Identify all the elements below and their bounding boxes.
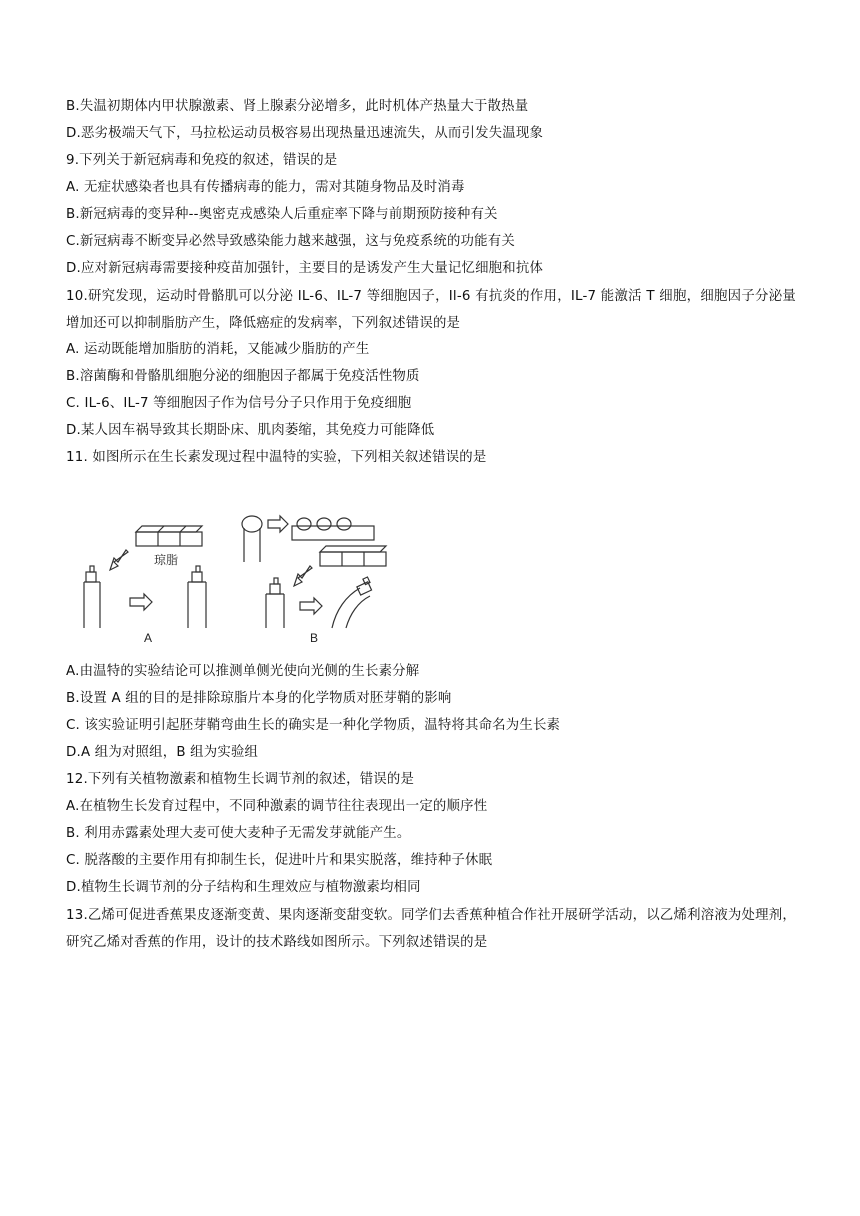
option-b-q9: B.新冠病毒的变异种--奥密克戎感染人后重症率下降与前期预防接种有关 [66,207,498,222]
option-a-q9: A. 无症状感染者也具有传播病毒的能力，需对其随身物品及时消毒 [66,180,465,195]
question-9: 9.下列关于新冠病毒和免疫的叙述，错误的是 [66,153,338,168]
arrow-right-icon [130,594,152,610]
option-d-q12: D.植物生长调节剂的分子结构和生理效应与植物激素均相同 [66,880,421,895]
agar-block-b [320,546,386,566]
coleoptile-b-bent [332,577,372,628]
coleoptile-a-right [188,566,206,628]
coleoptile-a-left [84,566,100,628]
question-12: 12.下列有关植物激素和植物生长调节剂的叙述，错误的是 [66,772,415,787]
option-d-q11: D.A 组为对照组，B 组为实验组 [66,745,259,760]
option-d-q10: D.某人因车祸导致其长期卧床、肌肉萎缩，其免疫力可能降低 [66,423,435,438]
went-experiment-figure [66,506,396,646]
question-10: 10.研究发现，运动时骨骼肌可以分泌 IL-6、IL-7 等细胞因子，Il-6 有抗炎的作用，IL-7 能激活 T 细胞，细胞因子分泌量增加还可以抑制脂肪产生，降低癌症的发病率，下列叙述错误的是 [66,289,796,331]
option-a-q12: A.在植物生长发育过程中，不同种激素的调节往往表现出一定的顺序性 [66,799,488,814]
option-c-q10: C. IL-6、IL-7 等细胞因子作为信号分子只作用于免疫细胞 [66,396,412,411]
question-13: 13.乙烯可促进香蕉果皮逐渐变黄、果肉逐渐变甜变软。同学们去香蕉种植合作社开展研学活动，以乙烯利溶液为处理剂，研究乙烯对香蕉的作用，设计的技术路线如图所示。下列叙述错误的是 [66,908,796,950]
question-11: 11. 如图所示在生长素发现过程中温特的实验，下列相关叙述错误的是 [66,450,487,465]
option-d-q9: D.应对新冠病毒需要接种疫苗加强针，主要目的是诱发产生大量记忆细胞和抗体 [66,261,544,276]
option-b-q8: B.失温初期体内甲状腺激素、肾上腺素分泌增多，此时机体产热量大于散热量 [66,99,529,114]
option-a-q11: A.由温特的实验结论可以推测单侧光使向光侧的生长素分解 [66,664,420,679]
option-c-q12: C. 脱落酸的主要作用有抑制生长，促进叶片和果实脱落，维持种子休眠 [66,853,493,868]
group-a-label: A [144,631,153,645]
option-c-q11: C. 该实验证明引起胚芽鞘弯曲生长的确实是一种化学物质，温特将其命名为生长素 [66,718,561,733]
option-d-q8: D.恶劣极端天气下，马拉松运动员极容易出现热量迅速流失，从而引发失温现象 [66,126,544,141]
group-b-label: B [310,631,319,645]
coleoptile-tip-b [242,516,262,562]
arrow-right-icon [300,598,322,614]
arrow-right-icon [268,516,288,532]
option-a-q10: A. 运动既能增加脂肪的消耗，又能减少脂肪的产生 [66,342,370,357]
agar-with-tips-b [292,518,374,540]
option-b-q10: B.溶菌酶和骨骼肌细胞分泌的细胞因子都属于免疫活性物质 [66,369,420,384]
agar-block-a [136,526,202,546]
coleoptile-b-left [266,578,284,628]
option-b-q11: B.设置 A 组的目的是排除琼脂片本身的化学物质对胚芽鞘的影响 [66,691,452,706]
arrow-icon [294,566,312,586]
option-c-q9: C.新冠病毒不断变异必然导致感染能力越来越强，这与免疫系统的功能有关 [66,234,515,249]
arrow-icon [110,550,128,570]
agar-label: 琼脂 [154,553,179,567]
option-b-q12: B. 利用赤露素处理大麦可使大麦种子无需发芽就能产生。 [66,826,411,841]
